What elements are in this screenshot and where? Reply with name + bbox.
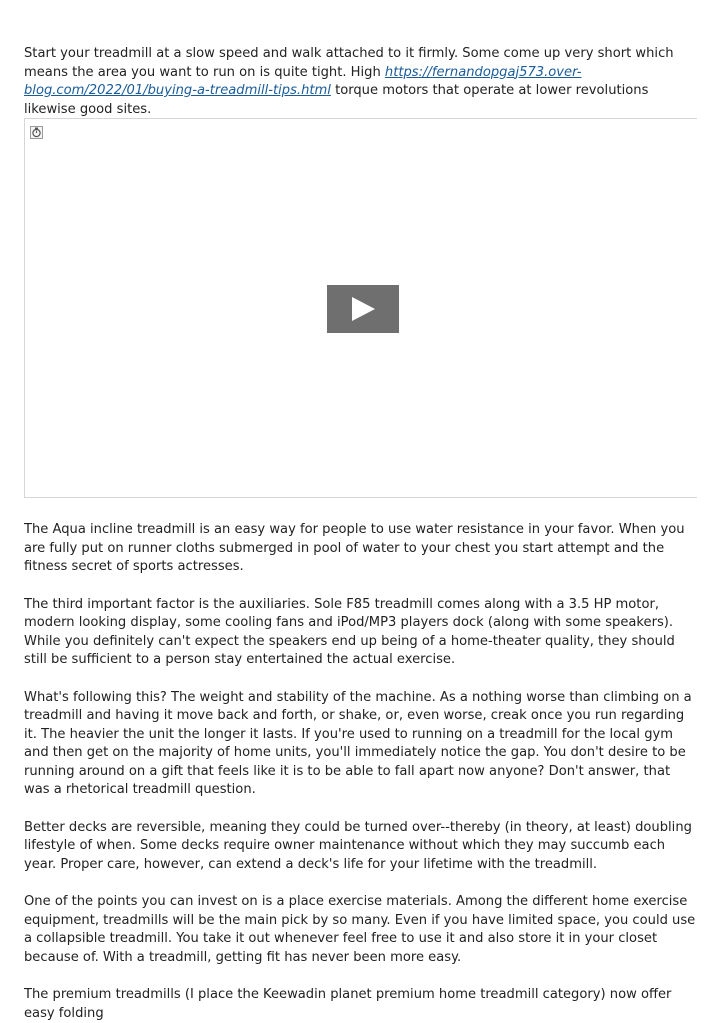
- intro-text-before-link: Start your treadmill at a slow speed and walk attached to it firmly. Some come up very short which means the area you want to run on is quite tight. High: [24, 46, 674, 80]
- paragraph-auxiliaries: The third important factor is the auxiliaries. Sole F85 treadmill comes along with a 3.5 HP motor, modern looking display, some cooling fans and iPod/MP3 players dock (along with some speakers). While you definitely can't expect the speakers end up being of a home-theater quality, they should still be sufficient to a person stay entertained the actual exercise.: [24, 596, 675, 667]
- article-body: [24, 521, 696, 1023]
- paragraph-aqua-treadmill: The Aqua incline treadmill is an easy way for people to use water resistance in your favor. When you are fully put on runner cloths submerged in pool of water to your chest you start attempt and the fitness secret of sports actresses.: [24, 522, 685, 574]
- treadmill-tips-link[interactable]: https://fernandopgaj573.over-blog.com/2022/01/buying-a-treadmill-tips.html: [24, 64, 582, 98]
- paragraph-stability: What's following this? The weight and stability of the machine. As a nothing worse than climbing on a treadmill and having it move back and forth, or shake, or, even worse, creak once you run regarding it. The heavier the unit the longer it lasts. If you're used to running on a treadmill for the local gym and then get on the majority of home units, you'll immediately notice the gap. You don't desire to be running around on a gift that feels like it is to be able to fall apart now anyone? Don't answer, that was a rhetorical treadmill question.: [24, 689, 692, 797]
- paragraph-home-equipment: One of the points you can invest on is a place exercise materials. Among the different home exercise equipment, treadmills will be the main pick by so many. Even if you have limited space, you could use a collapsible treadmill. You take it out whenever feel free to use it and also store it in your closet because of. With a treadmill, getting fit has never been more easy.: [24, 894, 696, 965]
- intro-block: [24, 45, 696, 119]
- embedded-video[interactable]: [24, 118, 697, 498]
- paragraph-decks: Better decks are reversible, meaning they could be turned over--thereby (in theory, at least) doubling lifestyle of when. Some decks require owner maintenance without which they may succumb each year. Proper care, however, can extend a deck's life for your lifetime with the treadmill.: [24, 819, 692, 872]
- plugin-placeholder-icon: [30, 124, 43, 137]
- intro-text-after-link: torque motors that operate at lower revolutions likewise good sites.: [24, 83, 649, 117]
- paragraph-premium-treadmills: The premium treadmills (I place the Keewadin planet premium home treadmill category) now offer easy folding: [24, 987, 672, 1021]
- play-icon: [351, 297, 375, 321]
- intro-paragraph: [24, 45, 696, 119]
- video-play-button[interactable]: [327, 285, 399, 333]
